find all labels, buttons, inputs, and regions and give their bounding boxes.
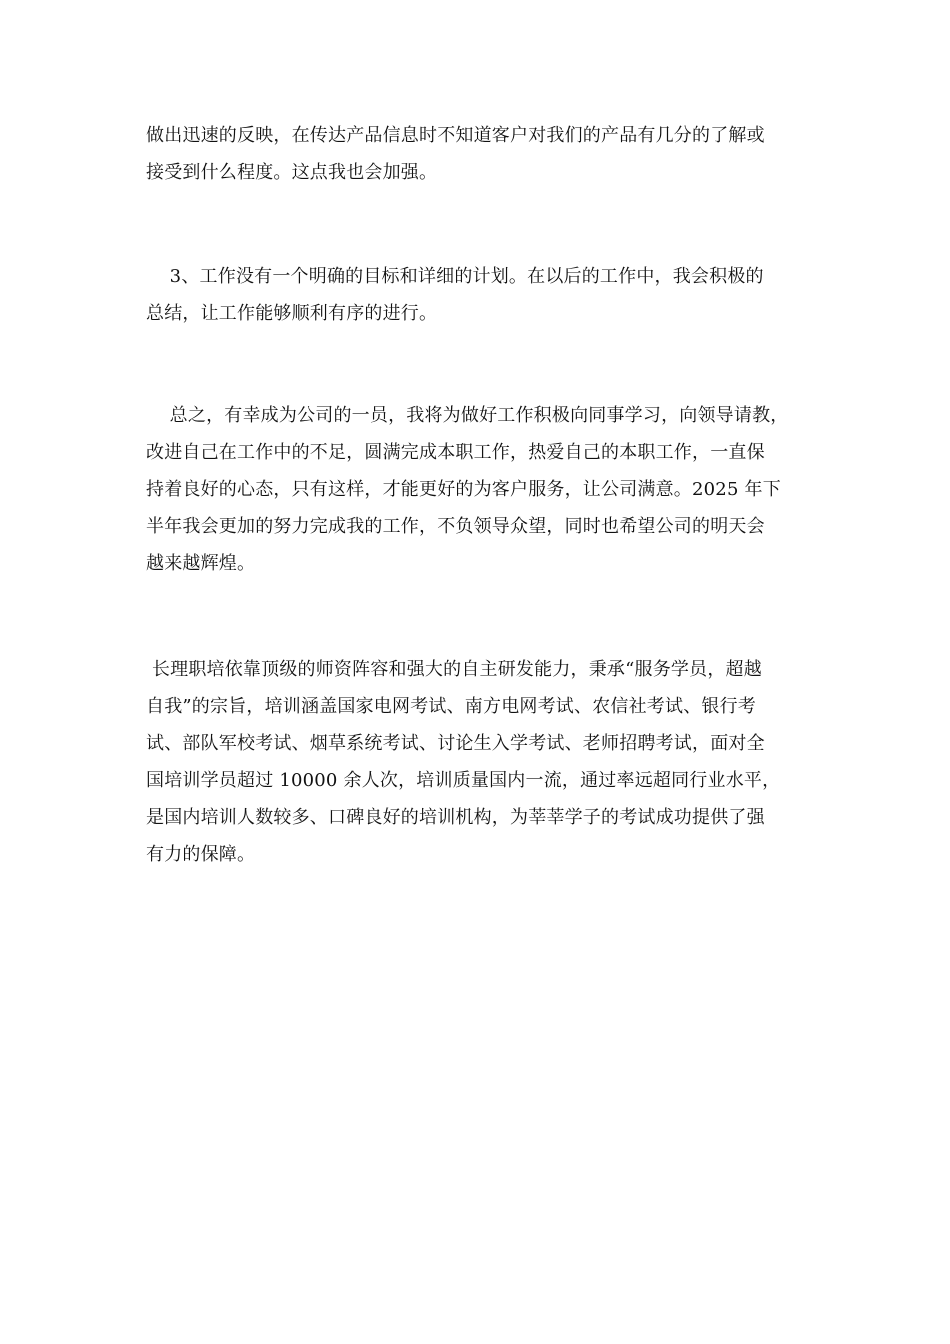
paragraph-work-plan <box>146 258 836 332</box>
text-line: 总结，让工作能够顺利有序的进行。 <box>146 303 438 324</box>
text-line: 试、部队军校考试、烟草系统考试、讨论生入学考试、老师招聘考试，面对全 <box>146 733 765 754</box>
text-line: 接受到什么程度。这点我也会加强。 <box>146 162 438 183</box>
text-line: 持着良好的心态，只有这样，才能更好的为客户服务，让公司满意。2025 年下 <box>146 479 781 500</box>
text-line: 是国内培训人数较多、口碑良好的培训机构，为莘莘学子的考试成功提供了强 <box>146 807 765 828</box>
text-line: 总之，有幸成为公司的一员，我将为做好工作积极向同事学习，向领导请教， <box>146 405 789 426</box>
text-line: 3、工作没有一个明确的目标和详细的计划。在以后的工作中，我会积极的 <box>146 266 764 287</box>
text-line: 长理职培依靠顶级的师资阵容和强大的自主研发能力，秉承“服务学员，超越 <box>146 659 762 680</box>
paragraph-conclusion <box>146 397 836 582</box>
paragraph-training-ad <box>146 651 836 873</box>
text-line: 做出迅速的反映，在传达产品信息时不知道客户对我们的产品有几分的了解或 <box>146 125 765 146</box>
text-line: 越来越辉煌。 <box>146 553 256 574</box>
text-line: 有力的保障。 <box>146 844 256 865</box>
text-line: 国培训学员超过 10000 余人次，培训质量国内一流，通过率远超同行业水平， <box>146 770 781 791</box>
text-line: 改进自己在工作中的不足，圆满完成本职工作，热爱自己的本职工作，一直保 <box>146 442 765 463</box>
text-line: 半年我会更加的努力完成我的工作，不负领导众望，同时也希望公司的明天会 <box>146 516 765 537</box>
text-line: 自我”的宗旨，培训涵盖国家电网考试、南方电网考试、农信社考试、银行考 <box>146 696 756 717</box>
paragraph-customer-feedback <box>146 117 836 191</box>
